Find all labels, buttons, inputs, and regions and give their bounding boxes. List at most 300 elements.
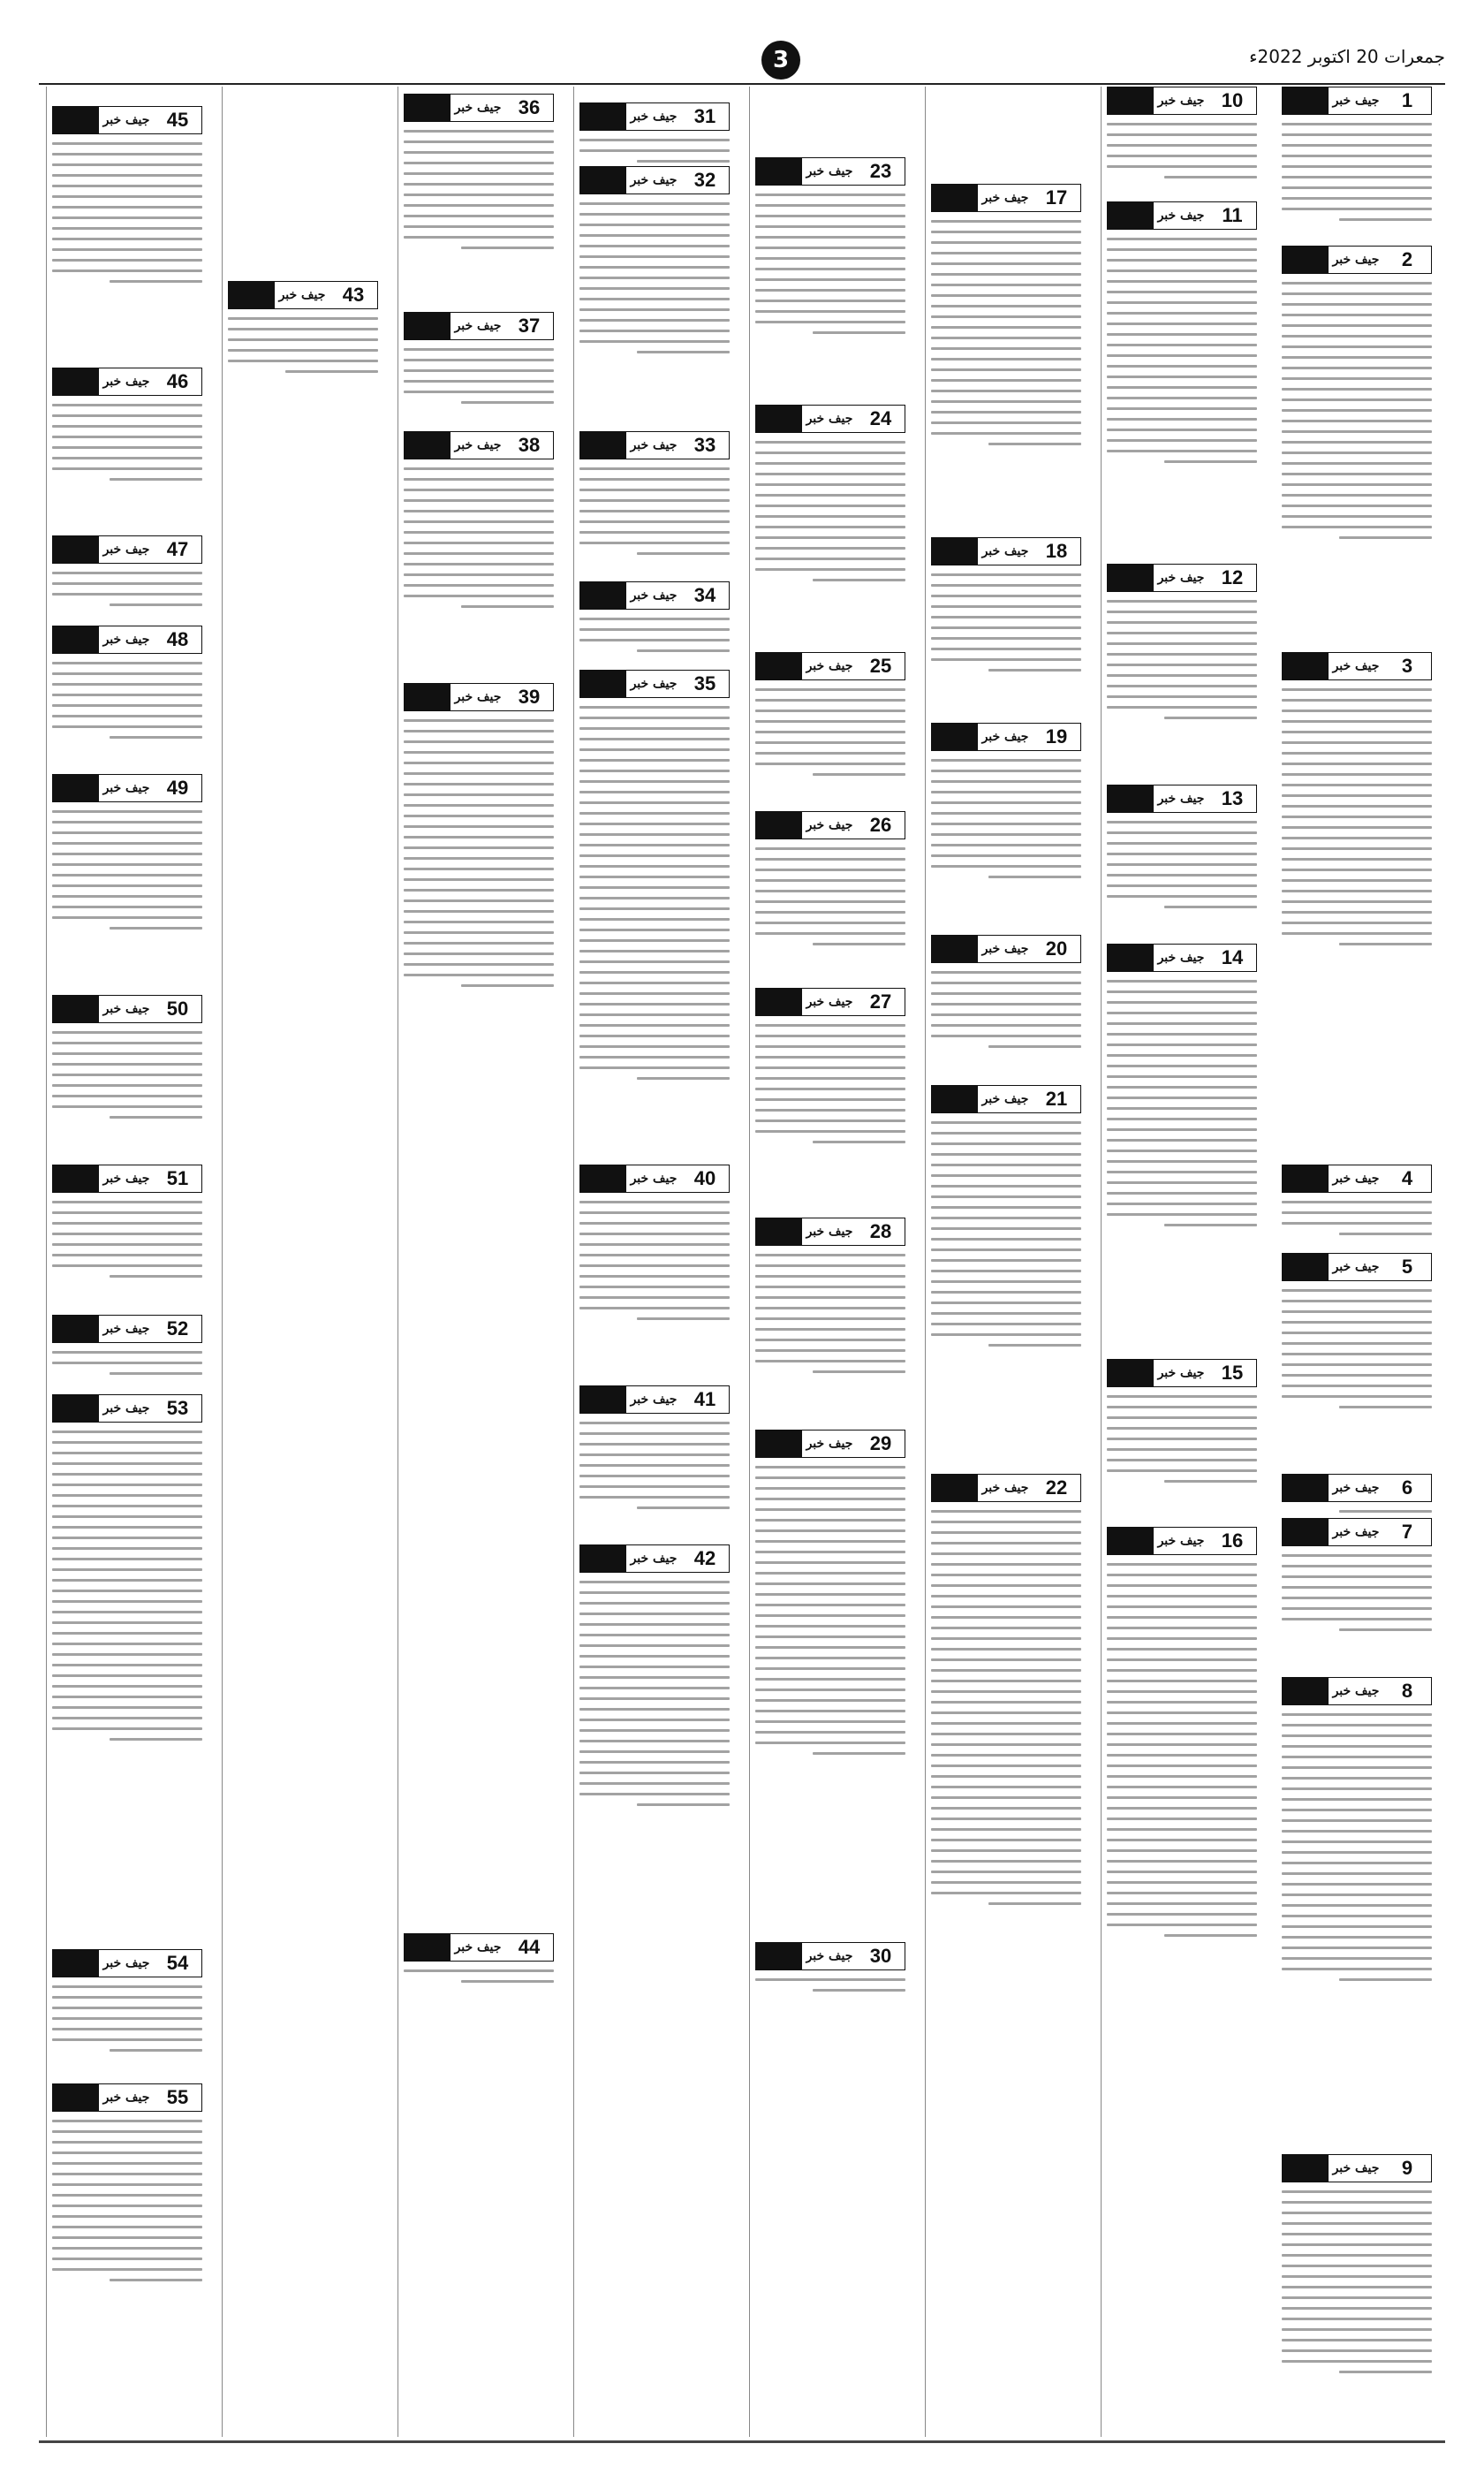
text-line	[52, 1696, 202, 1698]
text-line	[52, 1254, 202, 1256]
text-line	[1107, 238, 1257, 240]
text-line	[1282, 1321, 1432, 1324]
text-line	[1282, 1862, 1432, 1864]
text-line	[579, 706, 730, 709]
text-line	[931, 220, 1081, 223]
header-black-block	[580, 671, 626, 697]
text-line	[931, 1733, 1081, 1735]
text-line	[404, 204, 554, 207]
news-item-header	[1282, 1253, 1432, 1281]
news-item-number: 38	[518, 434, 541, 456]
text-line	[52, 142, 202, 145]
news-item-body	[579, 202, 730, 353]
news-item-number: 5	[1401, 1256, 1413, 1278]
header-black-block	[1108, 945, 1154, 971]
text-line	[1282, 303, 1432, 306]
text-line	[931, 1637, 1081, 1640]
text-line	[1282, 1597, 1432, 1599]
text-line	[755, 1264, 905, 1267]
text-line	[52, 2141, 202, 2144]
text-line	[813, 943, 905, 945]
text-line	[755, 1296, 905, 1299]
news-item-header	[1107, 564, 1257, 592]
news-item	[755, 652, 905, 784]
news-columns	[39, 0, 1445, 2439]
news-item-body	[1282, 1510, 1432, 1513]
news-item-number: 44	[518, 1936, 541, 1958]
text-line	[755, 1625, 905, 1628]
text-line	[52, 414, 202, 417]
news-item-label: جیف خبر	[630, 677, 678, 691]
header-black-block	[1108, 202, 1154, 229]
news-item-body	[1282, 1289, 1432, 1408]
text-line	[755, 699, 905, 702]
text-line	[931, 584, 1081, 587]
news-item-header	[404, 94, 554, 122]
text-line	[755, 1498, 905, 1500]
text-line	[579, 823, 730, 825]
text-line	[755, 1614, 905, 1617]
news-item-header	[579, 670, 730, 698]
news-column	[573, 87, 735, 2437]
text-line	[755, 526, 905, 528]
text-line	[404, 804, 554, 807]
news-item	[1282, 1253, 1432, 1416]
text-line	[1107, 1754, 1257, 1757]
text-line	[579, 1591, 730, 1594]
header-black-block	[580, 582, 626, 609]
text-line	[813, 1989, 905, 1992]
news-item-body	[52, 810, 202, 930]
news-item-label: جیف خبر	[102, 543, 150, 557]
text-line	[1282, 2243, 1432, 2246]
text-line	[1282, 1819, 1432, 1822]
text-line	[110, 603, 202, 606]
news-item-body	[1107, 980, 1257, 1226]
text-line	[579, 1793, 730, 1795]
news-item-number: 25	[869, 655, 892, 677]
text-line	[52, 1211, 202, 1214]
text-line	[931, 284, 1081, 286]
news-item-body	[931, 573, 1081, 672]
text-line	[755, 257, 905, 260]
text-line	[52, 672, 202, 675]
news-item	[52, 626, 202, 747]
text-line	[931, 390, 1081, 392]
text-line	[931, 1174, 1081, 1177]
news-item-header	[1282, 246, 1432, 274]
text-line	[1107, 1595, 1257, 1597]
text-line	[579, 489, 730, 491]
text-line	[1282, 345, 1432, 348]
news-item	[1107, 1527, 1257, 1945]
text-line	[931, 1775, 1081, 1778]
news-item-label: جیف خبر	[102, 2091, 150, 2105]
text-line	[755, 1678, 905, 1681]
text-line	[755, 1130, 905, 1133]
news-item-number: 42	[693, 1547, 716, 1569]
text-line	[1282, 805, 1432, 808]
news-item-header	[755, 652, 905, 680]
text-line	[52, 2173, 202, 2175]
text-line	[579, 1708, 730, 1711]
text-line	[1339, 536, 1432, 539]
text-line	[1282, 2233, 1432, 2235]
news-item-label: جیف خبر	[454, 690, 502, 704]
text-line	[1107, 1171, 1257, 1173]
news-item-label: جیف خبر	[1332, 1525, 1380, 1539]
text-line	[755, 763, 905, 765]
text-line	[1107, 1648, 1257, 1651]
text-line	[1107, 1427, 1257, 1430]
news-item	[579, 102, 730, 171]
text-line	[404, 730, 554, 732]
text-line	[931, 1881, 1081, 1884]
text-line	[579, 1233, 730, 1235]
news-item-number: 14	[1221, 946, 1244, 968]
text-line	[931, 1807, 1081, 1810]
news-item-number: 37	[518, 315, 541, 337]
text-line	[755, 1540, 905, 1543]
news-item-header	[52, 1394, 202, 1423]
text-line	[755, 741, 905, 744]
text-line	[1107, 695, 1257, 698]
text-line	[579, 1024, 730, 1027]
text-line	[1107, 1075, 1257, 1078]
text-line	[1282, 816, 1432, 818]
text-line	[931, 1584, 1081, 1587]
text-line	[931, 1531, 1081, 1534]
text-line	[813, 1370, 905, 1373]
news-item-header	[1107, 1527, 1257, 1555]
text-line	[52, 1494, 202, 1497]
text-line	[637, 552, 730, 555]
text-line	[1282, 1745, 1432, 1748]
news-item-label: جیف خبر	[981, 1481, 1029, 1495]
header-black-block	[1283, 1519, 1329, 1545]
news-item-body	[755, 847, 905, 945]
news-item-body	[52, 1201, 202, 1278]
text-line	[755, 194, 905, 196]
news-item-header	[931, 1085, 1081, 1113]
news-item-label: جیف خبر	[630, 1552, 678, 1566]
text-line	[579, 1296, 730, 1299]
text-line	[404, 1969, 554, 1972]
text-line	[1107, 269, 1257, 272]
news-item-label: جیف خبر	[806, 412, 853, 426]
text-line	[579, 844, 730, 846]
news-item	[579, 1165, 730, 1328]
text-line	[579, 1687, 730, 1689]
news-item-header	[52, 368, 202, 396]
news-item-body	[755, 1024, 905, 1143]
header-black-block	[580, 1545, 626, 1572]
text-line	[52, 1201, 202, 1203]
text-line	[1282, 1353, 1432, 1355]
text-line	[579, 1729, 730, 1732]
text-line	[755, 1109, 905, 1112]
text-line	[1282, 356, 1432, 359]
text-line	[404, 762, 554, 764]
text-line	[404, 921, 554, 923]
text-line	[1107, 664, 1257, 666]
news-item-number: 3	[1401, 655, 1413, 677]
text-line	[1107, 1459, 1257, 1461]
text-line	[931, 1542, 1081, 1544]
text-line	[1107, 611, 1257, 613]
text-line	[579, 1066, 730, 1069]
text-line	[755, 1635, 905, 1638]
text-line	[931, 1849, 1081, 1852]
news-item-number: 39	[518, 686, 541, 708]
text-line	[1107, 301, 1257, 304]
news-item	[755, 405, 905, 589]
text-line	[1282, 1809, 1432, 1811]
text-line	[579, 865, 730, 868]
news-item-body	[579, 1581, 730, 1806]
text-line	[931, 823, 1081, 825]
text-line	[637, 1317, 730, 1320]
news-item-body	[579, 618, 730, 652]
news-item	[1282, 87, 1432, 229]
header-black-block	[405, 1934, 450, 1961]
text-line	[579, 1761, 730, 1764]
text-line	[404, 836, 554, 839]
text-line	[404, 846, 554, 849]
news-item	[52, 106, 202, 291]
news-item-body	[1282, 282, 1432, 539]
text-line	[52, 2162, 202, 2165]
text-line	[1282, 1363, 1432, 1366]
header-black-block	[932, 1475, 978, 1501]
news-item-body	[52, 1431, 202, 1741]
text-line	[52, 1074, 202, 1076]
text-line	[1282, 1947, 1432, 1949]
news-item-body	[1107, 1395, 1257, 1483]
text-line	[1282, 1925, 1432, 1928]
news-item-number: 41	[693, 1388, 716, 1410]
header-black-block	[1108, 1360, 1154, 1386]
news-item-body	[404, 348, 554, 404]
news-item	[1282, 652, 1432, 953]
text-line	[931, 1743, 1081, 1746]
news-item-label: جیف خبر	[806, 164, 853, 178]
text-line	[1282, 1201, 1432, 1203]
text-line	[931, 1839, 1081, 1841]
text-line	[1282, 2339, 1432, 2341]
text-line	[1282, 1787, 1432, 1790]
text-line	[755, 1720, 905, 1723]
text-line	[755, 1024, 905, 1027]
text-line	[52, 1095, 202, 1097]
header-black-block	[53, 996, 99, 1022]
news-item-body	[1282, 1554, 1432, 1631]
text-line	[52, 593, 202, 596]
text-line	[1107, 323, 1257, 325]
text-line	[931, 1195, 1081, 1198]
text-line	[1164, 1224, 1257, 1226]
news-item	[755, 1218, 905, 1381]
news-item-label: جیف خبر	[1157, 951, 1205, 965]
text-line	[579, 960, 730, 963]
news-item-header	[1282, 1165, 1432, 1193]
text-line	[404, 910, 554, 913]
news-item-header	[1282, 2154, 1432, 2182]
text-line	[1107, 980, 1257, 983]
text-line	[931, 358, 1081, 360]
text-line	[637, 649, 730, 652]
text-line	[110, 736, 202, 739]
news-item-header	[755, 1218, 905, 1246]
header-black-block	[756, 1943, 802, 1969]
text-line	[1282, 144, 1432, 147]
text-line	[52, 582, 202, 585]
text-line	[931, 833, 1081, 836]
text-line	[931, 1754, 1081, 1757]
text-line	[579, 1275, 730, 1278]
text-line	[579, 1644, 730, 1647]
news-item-label: جیف خبر	[1157, 1534, 1205, 1548]
text-line	[1107, 312, 1257, 315]
news-item-number: 15	[1221, 1362, 1244, 1384]
text-line	[1282, 526, 1432, 528]
text-line	[1107, 1701, 1257, 1704]
text-line	[1339, 218, 1432, 221]
header-black-block	[580, 103, 626, 130]
text-line	[579, 1453, 730, 1456]
text-line	[1164, 717, 1257, 719]
header-black-block	[1108, 87, 1154, 114]
news-item-body	[1282, 1201, 1432, 1235]
text-line	[52, 163, 202, 166]
news-item-number: 12	[1221, 566, 1244, 588]
text-line	[1107, 895, 1257, 898]
header-black-block	[932, 538, 978, 565]
text-line	[404, 531, 554, 534]
text-line	[1282, 1395, 1432, 1398]
text-line	[579, 287, 730, 290]
text-line	[52, 1706, 202, 1709]
news-item-header	[1107, 944, 1257, 972]
news-item-body	[931, 1510, 1081, 1905]
text-line	[1107, 1796, 1257, 1799]
news-item-header	[52, 2083, 202, 2112]
text-line	[579, 1496, 730, 1499]
news-column	[46, 87, 208, 2437]
text-line	[579, 854, 730, 857]
text-line	[1282, 292, 1432, 295]
text-line	[1282, 420, 1432, 422]
news-item	[755, 811, 905, 953]
text-line	[579, 1581, 730, 1583]
text-line	[1282, 1830, 1432, 1833]
news-item-number: 33	[693, 434, 716, 456]
news-item-label: جیف خبر	[102, 375, 150, 389]
text-line	[931, 1013, 1081, 1016]
text-line	[1107, 821, 1257, 823]
text-line	[52, 1643, 202, 1645]
text-line	[579, 738, 730, 740]
text-line	[931, 1206, 1081, 1209]
news-item-body	[755, 441, 905, 581]
text-line	[1164, 176, 1257, 178]
text-line	[52, 1431, 202, 1433]
text-line	[755, 1561, 905, 1564]
text-line	[931, 1270, 1081, 1272]
text-line	[931, 305, 1081, 307]
news-item	[1282, 1165, 1432, 1243]
text-line	[1282, 430, 1432, 433]
header-black-block	[1108, 565, 1154, 591]
text-line	[404, 183, 554, 186]
text-line	[1107, 1892, 1257, 1894]
text-line	[755, 1551, 905, 1553]
text-line	[1107, 450, 1257, 452]
text-line	[1282, 847, 1432, 850]
news-item-number: 22	[1045, 1476, 1068, 1499]
text-line	[1282, 2307, 1432, 2310]
text-line	[579, 907, 730, 910]
text-line	[1107, 1711, 1257, 1714]
text-line	[1282, 2222, 1432, 2225]
text-line	[1282, 1618, 1432, 1620]
text-line	[52, 2236, 202, 2239]
text-line	[1107, 1680, 1257, 1682]
text-line	[579, 876, 730, 878]
news-item-number: 50	[166, 998, 189, 1020]
text-line	[1282, 2360, 1432, 2363]
news-item-header	[755, 1942, 905, 1970]
news-item-body	[1282, 123, 1432, 221]
header-black-block	[53, 1316, 99, 1342]
header-black-block	[53, 1165, 99, 1192]
text-line	[931, 241, 1081, 244]
text-line	[404, 489, 554, 491]
text-line	[52, 2007, 202, 2009]
text-line	[1107, 1743, 1257, 1746]
news-item-body	[755, 1254, 905, 1373]
news-item-header	[931, 184, 1081, 212]
text-line	[579, 1655, 730, 1658]
text-line	[1282, 1915, 1432, 1917]
header-black-block	[932, 936, 978, 962]
bottom-rule	[39, 2440, 1445, 2443]
news-item-label: جیف خبر	[1157, 94, 1205, 108]
text-line	[52, 2205, 202, 2207]
text-line	[755, 869, 905, 871]
text-line	[755, 720, 905, 723]
text-line	[404, 899, 554, 902]
news-item-header	[52, 1949, 202, 1977]
text-line	[1107, 259, 1257, 262]
news-item-number: 30	[869, 1945, 892, 1967]
news-item	[52, 368, 202, 489]
text-line	[1282, 155, 1432, 157]
text-line	[52, 206, 202, 209]
text-line	[755, 494, 905, 497]
text-line	[461, 247, 554, 249]
text-line	[404, 130, 554, 133]
news-item	[404, 431, 554, 616]
text-line	[52, 185, 202, 187]
text-line	[931, 337, 1081, 339]
news-item-label: جیف خبر	[630, 173, 678, 187]
news-item-number: 48	[166, 628, 189, 650]
text-line	[404, 151, 554, 154]
news-item-header	[52, 106, 202, 134]
text-line	[1107, 1181, 1257, 1184]
text-line	[755, 731, 905, 733]
